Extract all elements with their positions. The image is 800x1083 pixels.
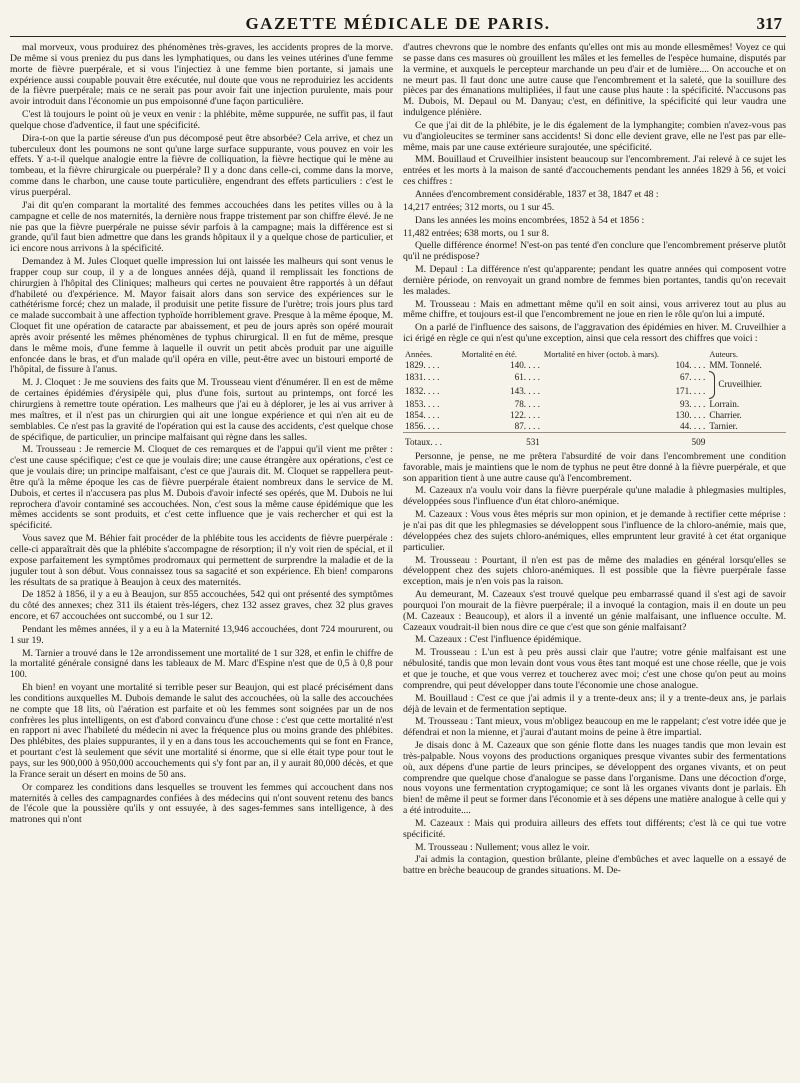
- table-cell: Tarnier.: [709, 420, 738, 431]
- table-cell: 140. . . .: [510, 359, 540, 370]
- table-cell: 44. . . .: [680, 420, 706, 431]
- table-cell-braced: [707, 371, 786, 399]
- table-cell: 143. . . .: [510, 386, 540, 397]
- paragraph: M. Trousseau : Pourtant, il n'en est pas de même des maladies en général lorsqu'elles se développent chez des sujets chloro-anémiques. Il est possible que la fièvre puerpérale fasse exception, mais je n'en vois pas la raison.: [403, 554, 786, 588]
- table-cell: [707, 432, 786, 448]
- paragraph: Or comparez les conditions dans lesquelles se trouvent les femmes qui accouchent dans nos maternités à celles des campagnardes confiées à des médecins qui n'ont souvent retenu des bancs de l'école que la poussière qu'ils y ont essuyée, à des sages-femmes sans intelligence, à des matrones qui n'ont: [10, 781, 393, 826]
- table-cell: 171. . . .: [675, 386, 706, 397]
- table-cell: 130. . . .: [675, 409, 706, 420]
- paragraph: M. Tarnier a trouvé dans le 12e arrondissement une mortalité de 1 sur 328, et enfin le chiffre de la mortalité générale consigné dans les tableaux de M. Marc d'Espine n'est que de 0,5 à 0,8 pour 100.: [10, 647, 393, 681]
- mortality-table: [403, 349, 786, 448]
- paragraph: mal morveux, vous produirez des phénomènes très-graves, les accidents propres de la morve. De même si vous preniez du pus dans les lymphatiques, ou dans les veines utérines d'une femme morte de fièvre puerpérale, et si vous l'injectiez à une femme bien portante, si jamais une expérience aussi coupable pouvait être exécutée, nul doute que vous ne reproduiriez les accidents de la fièvre puerpérale; mais ce ne serait pas pour avoir fait une injection purulente, mais pour avoir introduit dans l'économie un pus empoisonné d'une façon particulière.: [10, 43, 393, 108]
- paragraph: M. Depaul : La différence n'est qu'apparente; pendant les quatre années qui composent votre dernière période, on renvoyait un grand nombre de femmes bien portantes, tandis qu'on recevait les malades.: [403, 264, 786, 297]
- paragraph: Quelle différence énorme! N'est-on pas tenté d'en conclure que l'encombrement préserve plutôt qu'il ne prédispose?: [403, 240, 786, 263]
- table-cell: Lorrain.: [709, 398, 740, 409]
- table-cell: 87. . . .: [514, 420, 540, 431]
- table-cell: 1829. . . .: [405, 359, 440, 370]
- paragraph: M. Trousseau : Je remercie M. Cloquet de ces remarques et de l'appui qu'il vient me prêter : c'est une cause spécifique; c'est ce que je voulais dire; une cause étrangère aux opérations, c'est ce que je voulais dire; un principe malfaisant, c'est ce que j'aurais dit. M. Cloquet se rappellera peut-être qu'à la même époque les cas de fièvre puerpérale étaient nombreux dans le service de M. Dubois, et certes il n'accusera pas plus M. Dubois d'avoir infecté ses opérés, que M. Dubois ne lui reprochera d'avoir contaminé ses accouchées. Non, c'est sous la même cause épidémique que les mêmes accidents se sont produits, et c'est cette influence que je vais rechercher et qui est la spécificité.: [10, 444, 393, 532]
- paragraph: Années d'encombrement considérable, 1837 et 38, 1847 et 48 :: [415, 188, 659, 200]
- table-row: [403, 371, 786, 385]
- table-cell: Cruveilhier.: [718, 379, 762, 390]
- table-row: [403, 421, 786, 433]
- table-cell: 122. . . .: [510, 409, 540, 420]
- paragraph: De 1852 à 1856, il y a eu à Beaujon, sur 855 accouchées, 542 qui ont présenté des symptômes du côté des annexes; chez 311 ils étaient très-légers, chez 132 assez graves, chez 32 plus graves encore, et 67 accouchées ont succombé, ou 1 sur 12.: [10, 589, 393, 623]
- paragraph: Dira-t-on que la partie séreuse d'un pus décomposé peut être absorbée? Cela arrive, et chez un tuberculeux dont les poumons ne sont qu'une large surface suppurante, vous pouvez en voir les effets. Y a-t-il quelque analogie entre la fièvre de colliquation, la fièvre hectique qui le mène au tombeau, et la fièvre chirurgicale ou puerpérale? Il y a donc dans celle-ci, comme dans la morve, comme dans le charbon, une cause toute particulière, engendrant des effets particuliers : c'est le virus puerpéral.: [10, 132, 393, 198]
- table-cell: 61. . . .: [514, 372, 540, 383]
- paragraph: M. Cazeaux : C'est l'influence épidémique.: [415, 634, 582, 646]
- paragraph: Ce que j'ai dit de la phlébite, je le dis également de la lymphangite; combien n'avez-vous pas vu d'angioleucites se terminer sans accidents! Si donc elle devient grave, elle ne l'est pas par elle-même, mais par une cause extérieure surajoutée, une spécificité.: [403, 119, 786, 153]
- table-cell: MM. Tonnelé.: [709, 359, 762, 370]
- total-winter: 509: [542, 432, 707, 448]
- table-cell: 1856. . . .: [405, 420, 440, 431]
- paragraph: M. J. Cloquet : Je me souviens des faits que M. Trousseau vient d'énumérer. Il en est de même de certaines épidémies d'érysipèle qui, plus d'une fois, surtout au printemps, ont forcé les chirurgiens à remettre toute opération. Les malheurs que j'ai eu à déplorer, je les ai vus arriver à mes maîtres, et il n'est pas un chirurgien qui ait une longue expérience et qui n'en ait eu de semblables. Ce n'est pas la gravité de l'opération qui est la cause des accidents, c'est quelque chose de spécifique, de particulier, un principe malfaisant qui règne dans les salles.: [10, 377, 393, 443]
- table-cell: Charrier.: [709, 409, 742, 420]
- table-cell: 67. . . .: [680, 372, 706, 383]
- paragraph: Dans les années les moins encombrées, 1852 à 54 et 1856 :: [415, 214, 645, 226]
- two-column-body: [10, 43, 786, 879]
- table-row: [403, 399, 786, 410]
- paragraph: J'ai dit qu'en comparant la mortalité des femmes accouchées dans les petites villes ou à la campagne et celle de nos maternités, la dernière nous frappe tristement par son chiffre élevé. Je ne nie pas que la fièvre puerpérale ne puisse sévir parfois à la campagne; mais la différence est si grande, qu'il faut bien admettre que dans les grands hôpitaux il y a quelque chose de particulier, et ici encore nous arrivons à la spécificité.: [10, 199, 393, 255]
- paragraph: 14,217 entrées; 312 morts, ou 1 sur 45.: [403, 201, 555, 213]
- table-cell: 1832. . . .: [405, 386, 440, 397]
- paragraph: Vous savez que M. Béhier fait procéder de la phlébite tous les accidents de fièvre puerpérale : celle-ci apparaîtrait dès que la phlébite s'accompagne de résorption; il n'y voit rien de spécial, et il expose parfaitement les symptômes prodromaux qui permettent de surprendre la maladie et de la juguler tout à son début. Vous connaissez tous sa sagacité et son expérience. Eh bien! comparons les résultats de sa pratique à Beaujon à ceux des maternités.: [10, 533, 393, 588]
- paragraph: Au demeurant, M. Cazeaux s'est trouvé quelque peu embarrassé quand il s'est agi de savoir pourquoi l'on mourait de la fièvre puerpérale; il a invoqué la contagion, mais il en doute un peu (M. Cazeaux : Beaucoup), et alors il a inventé un génie malfaisant, une influence occulte. M. Cazeaux voudrait-il bien nous dire ce que c'est que son génie malfaisant?: [403, 589, 786, 633]
- paragraph: MM. Bouillaud et Cruveilhier insistent beaucoup sur l'encombrement. J'ai relevé à ce sujet les entrées et les morts à la maison de santé d'accouchements pendant les années 1829 à 56, et voici ces chiffres :: [403, 154, 786, 188]
- table-cell: 93. . . .: [680, 398, 706, 409]
- paragraph: Eh bien! en voyant une mortalité si terrible peser sur Beaujon, qui est placé précisément dans les conditions auxquelles M. Dubois demande le salut des accouchées, où la salle des accouchées ne compte que 18 lits, où l'aération est parfaite et où les femmes sont soignées par un de nos confrères les plus intelligents, on est d'abord convaincu d'une chose : c'est que cette mortalité n'est en rapport ni avec l'habileté du médecin ni avec la fréquence plus ou moins grande des phlébites. Des phlébites, des plaies suppurantes, il y en a dans tous les accouchements qui se font en France, et pourtant c'est là seulement que sévit une mortalité si énorme, que si elle était type pour tout le pays, sur les 900,000 à 950,000 accouchements qui s'y font par an, il y aurait 80,000 décès, et que la France serait un désert en moins de 50 ans.: [10, 682, 393, 780]
- right-column: [403, 43, 786, 879]
- table-cell: 1831. . . .: [405, 372, 440, 383]
- paragraph: Personne, je pense, ne me prêtera l'absurdité de voir dans l'encombrement une condition favorable, mais je maintiens que le nom de typhus ne peut être donné à la fièvre puerpérale, et que son apparition tient à une autre cause qu'à l'encombrement.: [403, 450, 786, 484]
- page-number: 317: [756, 14, 782, 33]
- page-header: [10, 10, 786, 37]
- table-row: [403, 410, 786, 421]
- paragraph: J'ai admis la contagion, question brûlante, pleine d'embûches et avec laquelle on a essayé de battre en brèche beaucoup de grandes situations. M. De-: [403, 854, 786, 877]
- paragraph: d'autres chevrons que le nombre des enfants qu'elles ont mis au monde ellesmêmes! Voyez ce qui se passe dans ces masures où grouillent les mâles et les femelles de l'espèce humaine, disputés par la vermine, et auxquels le percepteur marchande un peu d'air et de lumière.... On accouche et on ne meurt pas. Il faut donc une autre cause que l'encombrement et la saleté, que la souillure des pièces par des émanations multipliées, il faut une cause plus haute : la spécificité. N'accusons pas M. Dubois, M. Depaul ou M. Danyau; c'est, en définitive, la spécificité qui leur vaudra une indulgence plénière.: [403, 43, 786, 119]
- column-header: Mortalité en été.: [461, 349, 517, 359]
- paragraph: M. Bouillaud : C'est ce que j'ai admis il y a trente-deux ans; il y a trente-deux ans, je parlais déjà de levain et de fermentation septique.: [403, 692, 786, 715]
- paragraph: C'est là toujours le point où je veux en venir : la phlébite, même suppurée, ne suffit pas, il faut quelque chose d'adventice, il faut une spécificité.: [10, 109, 393, 131]
- table-cell: 78. . . .: [514, 398, 540, 409]
- table-cell: 1854. . . .: [405, 409, 440, 420]
- totals-row: [403, 432, 786, 448]
- paragraph: On a parlé de l'influence des saisons, de l'aggravation des épidémies en hiver. M. Cruveilhier a ici érigé en règle ce qui n'est qu'une exception, ainsi que cela ressort des chiffres que voici :: [403, 322, 786, 345]
- paragraph: Pendant les mêmes années, il y a eu à la Maternité 13,946 accouchées, dont 724 moururent, ou 1 sur 19.: [10, 623, 393, 646]
- paragraph: M. Cazeaux : Mais qui produira ailleurs des effets tout différents; c'est là ce qui tue votre spécificité.: [403, 817, 786, 840]
- journal-title: GAZETTE MÉDICALE DE PARIS.: [245, 14, 551, 33]
- paragraph: M. Trousseau : Mais en admettant même qu'il en soit ainsi, vous arriverez tout au plus au même chiffre, et toujours est-il que l'encombrement ne joue en rien le rôle qu'on lui a imputé.: [403, 298, 786, 321]
- total-summer: 531: [460, 432, 542, 448]
- left-column: [10, 43, 393, 879]
- table-cell: 1853. . . .: [405, 398, 440, 409]
- paragraph: M. Cazeaux : Vous vous êtes mépris sur mon opinion, et je demande à rectifier cette méprise : je n'ai pas dit que les phlegmasies se développent sous l'influence de la chloro-anémie, mais que, développées chez des sujets chloro-anémiques, elles empruntent leur gravité à cet état organique particulier.: [403, 509, 786, 553]
- column-header: Années.: [405, 349, 433, 359]
- paragraph: 11,482 entrées; 638 morts, ou 1 sur 8.: [403, 227, 550, 239]
- paragraph: Demandez à M. Jules Cloquet quelle impression lui ont laissée les malheurs qui sont venus le frapper coup sur coup, il y a de longues années déjà, quand il remplissait les fonctions de chirurgien à l'hôpital des Cliniques; malheurs qui certes ne pouvaient être rapportés à un défaut d'habileté ou d'expérience. M. Mayor faisait alors dans son service des expériences sur le cathétérisme forcé; chez un malade, il produisit une petite fissure de l'urètre; trois jours plus tard ce malade succombait à une affection typhoïde horriblement grave. Presque à la même époque, M. Cloquet fit une opération de cataracte par abaissement, et peu de jours après son opéré mourait après avoir présenté les mêmes phénomènes de typhus chirurgical. Il en fut de même, presque dans le même mois, d'une femme à laquelle il ouvrit un petit abcès produit par une aiguille enfoncée dans le bras, et d'un malade qu'il opéra en ville, peut-être avec un bistouri emporté de l'hôpital, de fissure à l'anus.: [10, 256, 393, 376]
- paragraph: M. Cazeaux n'a voulu voir dans la fièvre puerpérale qu'une maladie à phlegmasies multiples, développées sous l'influence d'un état chloro-anémique.: [403, 485, 786, 508]
- paragraph: Je disais donc à M. Cazeaux que son génie flotte dans les nuages tandis que mon levain est très-palpable. Nous voyons des productions organiques presque vivantes subir des fermentations où, aux dépens d'une partie de leurs principes, se développent des organes vivants, et on peut comprendre que quelque chose d'analogue se passe dans l'organisme. Dans une décoction d'orge, nous voyons une fermentation cryptogamique; ce sont là les organes vivants dont je parlais. Eh bien! de même il peut se former dans l'économie et à ses dépens une matière analogue à celle qui y a été introduite....: [403, 740, 786, 817]
- totals-label: Totaux. . .: [403, 432, 460, 448]
- column-header: Auteurs.: [709, 349, 738, 359]
- brace-mark: [709, 371, 715, 399]
- paragraph: M. Trousseau : Tant mieux, vous m'obligez beaucoup en me le rappelant; c'est votre idée que je défendrai et non la mienne, et j'aurai d'autant moins de peine à être impartial.: [403, 716, 786, 739]
- column-header: Mortalité en hiver (octob. à mars).: [543, 349, 659, 359]
- table-cell: 104. . . .: [675, 359, 706, 370]
- table-header-row: [403, 349, 786, 360]
- table-row: [403, 360, 786, 371]
- paragraph: M. Trousseau : Nullement; vous allez le voir.: [415, 841, 590, 853]
- paragraph: M. Trousseau : L'un est à peu près aussi clair que l'autre; votre génie malfaisant est une nébulosité, tandis que mon levain dont vous vous êtes tant moqué est une chose réelle, que je vois et que je touche, et que vous verrez et toucherez avec moi; c'est une chose qu'on peut au moins comprendre, qui peut développer dans toute l'économie une chose analogue.: [403, 647, 786, 691]
